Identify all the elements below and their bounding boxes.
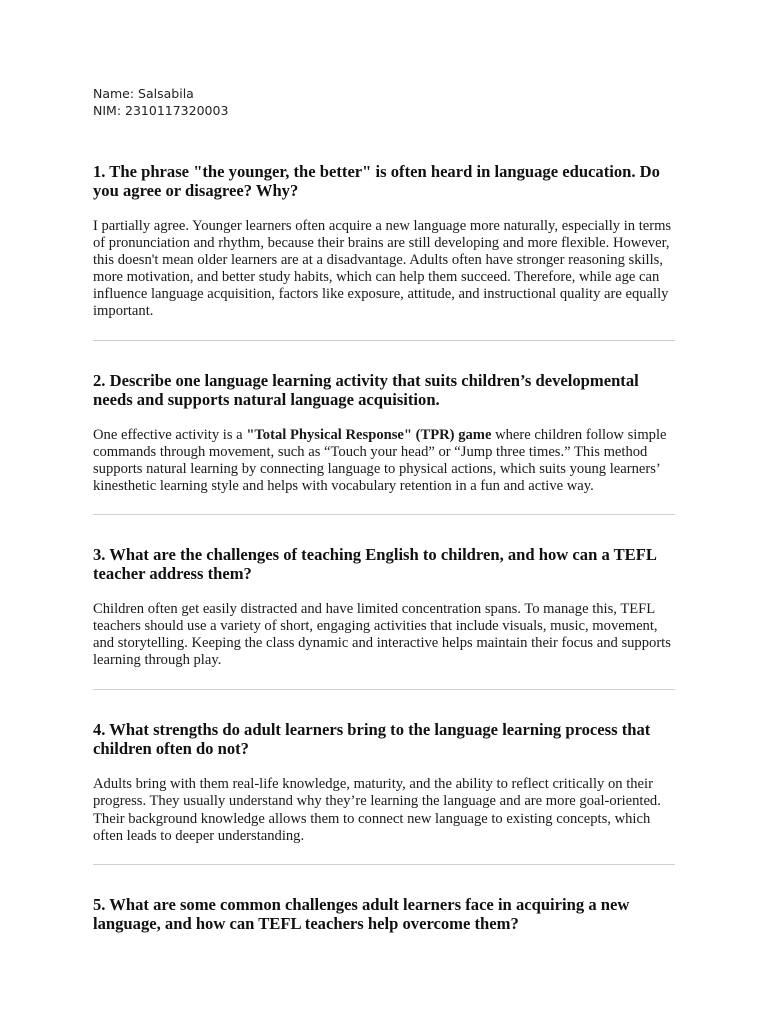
divider <box>93 864 675 865</box>
student-nim: NIM: 2310117320003 <box>93 102 229 118</box>
document-page <box>93 86 675 933</box>
question-5: 5. What are some common challenges adult learners face in acquiring a new language, and how can TEFL teachers help overcome them? <box>93 894 630 933</box>
divider <box>93 689 675 690</box>
student-name: Name: Salsabila <box>93 86 194 101</box>
divider <box>93 514 675 515</box>
divider <box>93 340 675 341</box>
student-info <box>93 86 675 119</box>
question-1: 1. The phrase "the younger, the better" is often heard in language education. Do you agree or disagree? Why? <box>93 162 660 200</box>
question-2: 2. Describe one language learning activity that suits children’s developmental needs and supports natural language acquisition. <box>93 370 639 409</box>
question-4: 4. What strengths do adult learners bring to the language learning process that children often do not? <box>93 720 651 759</box>
answer-2 <box>93 427 675 495</box>
answer-2-rest: where children follow simple commands through movement, such as “Touch your head” or “Jump three times.” This method supports natural learning by connecting language to physical actions, which suits young learners’ kinesthetic learning style and helps with vocabulary retention in a fun and active way. <box>93 426 667 494</box>
answer-2-activity-name: "Total Physical Response" (TPR) game <box>246 426 492 443</box>
answer-3: Children often get easily distracted and have limited concentration spans. To manage this, TEFL teachers should use a variety of short, engaging activities that include visuals, music, movement, and storytelling. Keeping the class dynamic and interactive helps maintain their focus and supports learning through play. <box>93 600 671 669</box>
answer-4: Adults bring with them real-life knowledge, maturity, and the ability to reflect critically on their progress. They usually understand why they’re learning the language and are more goal-oriented. Their background knowledge allows them to connect new language to existing concepts, which often leads to deeper understanding. <box>93 776 661 844</box>
answer-1: I partially agree. Younger learners often acquire a new language more naturally, especially in terms of pronunciation and rhythm, because their brains are still developing and more flexible. However, this doesn't mean older learners are at a disadvantage. Adults often have stronger reasoning skills, more motivation, and better study habits, which can help them succeed. Therefore, while age can influence language acquisition, factors like exposure, attitude, and instructional quality are equally important. <box>93 218 672 320</box>
question-3: 3. What are the challenges of teaching English to children, and how can a TEFL teacher address them? <box>93 544 657 583</box>
answer-2-intro: One effective activity is a <box>93 426 247 443</box>
